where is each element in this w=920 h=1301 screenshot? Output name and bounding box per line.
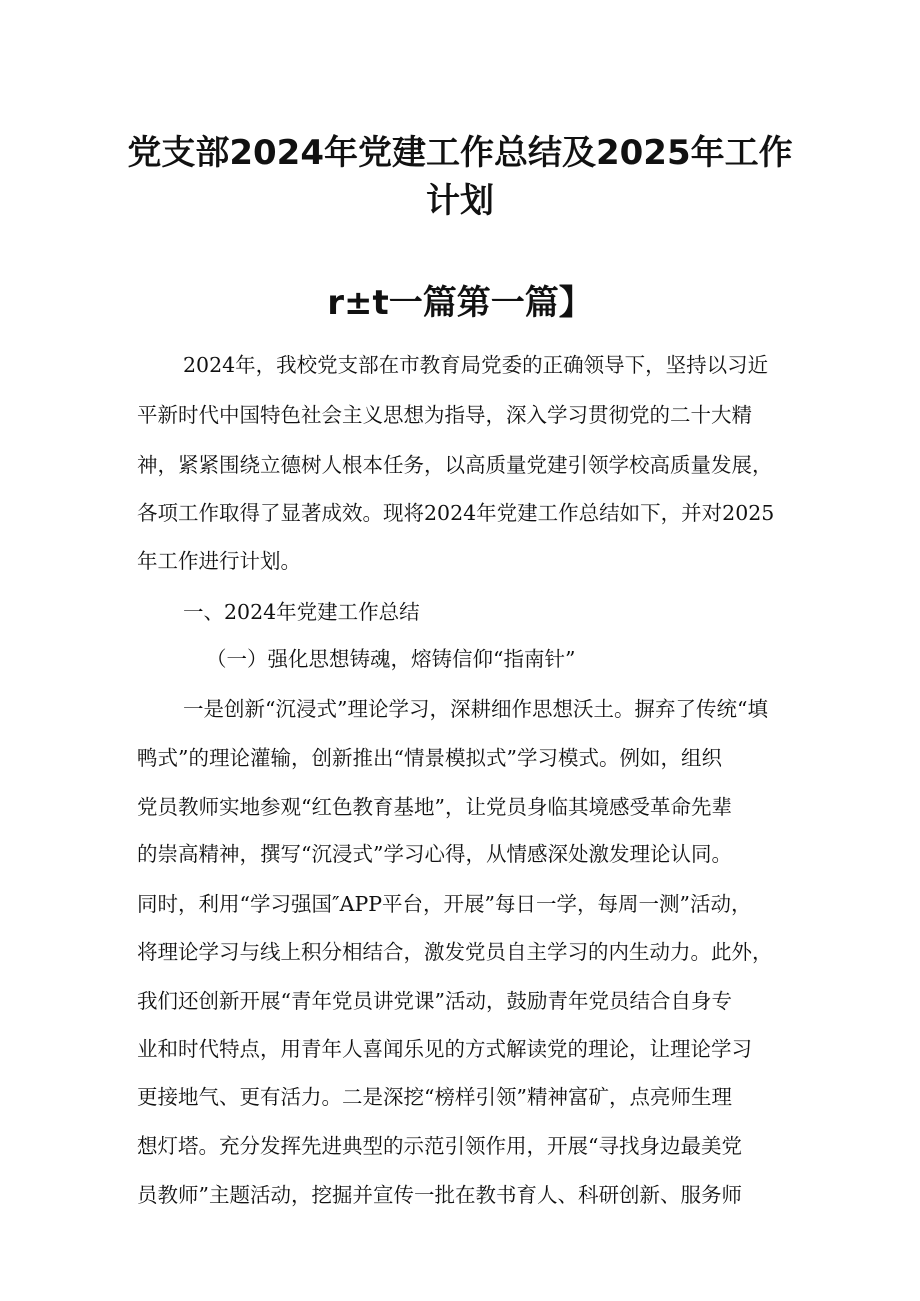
subsection-heading: （一）强化思想铸魂，熔铸信仰“指南针” — [206, 647, 576, 671]
intro-line: 各项工作取得了显著成效。现将2024年党建工作总结如下，并对2025 — [137, 501, 775, 525]
body-line: 党员教师实地参观“红色教育基地”，让党员身临其境感受革命先辈 — [137, 795, 732, 819]
body-line: 将理论学习与线上积分相结合，激发党员自主学习的内生动力。此外， — [137, 940, 773, 964]
body-line: 同时，利用“学习强国″APP平台，开展”每日一学，每周一测”活动， — [137, 892, 752, 916]
document-title-line-1: 党支部2024年党建工作总结及2025年工作 — [127, 133, 793, 173]
intro-line: 2024年，我校党支部在市教育局党委的正确领导下，坚持以习近 — [183, 353, 769, 377]
body-line: 鸭式”的理论灌输，创新推出“情景模拟式”学习模式。例如，组织 — [137, 746, 722, 770]
intro-line: 神，紧紧围绕立德树人根本任务，以高质量党建引领学校高质量发展， — [137, 453, 773, 477]
body-line: 更接地气、更有活力。二是深挖“榜样引领”精神富矿，点亮师生理 — [137, 1085, 732, 1109]
intro-line: 年工作进行计划。 — [137, 549, 301, 573]
body-line: 我们还创新开展“青年党员讲党课”活动，鼓励青年党员结合自身专 — [137, 989, 732, 1013]
section-heading: 一、2024年党建工作总结 — [183, 600, 420, 624]
body-line: 想灯塔。充分发挥先进典型的示范引领作用，开展“寻找身边最美党 — [137, 1134, 742, 1158]
body-line: 员教师”主题活动，挖掘并宣传一批在教书育人、科研创新、服务师 — [137, 1183, 742, 1207]
body-line: 业和时代特点，用青年人喜闻乐见的方式解读党的理论，让理论学习 — [137, 1037, 752, 1061]
body-line: 一是创新“沉浸式”理论学习，深耕细作思想沃土。摒弃了传统“填 — [183, 697, 768, 721]
document-title-line-2: 计划 — [426, 181, 494, 221]
intro-line: 平新时代中国特色社会主义思想为指导，深入学习贯彻党的二十大精 — [137, 403, 752, 427]
document-subtitle: r±t一篇第一篇】 — [327, 283, 593, 323]
body-line: 的崇高精神，撰写“沉浸式”学习心得，从情感深处激发理论认同。 — [137, 842, 732, 866]
